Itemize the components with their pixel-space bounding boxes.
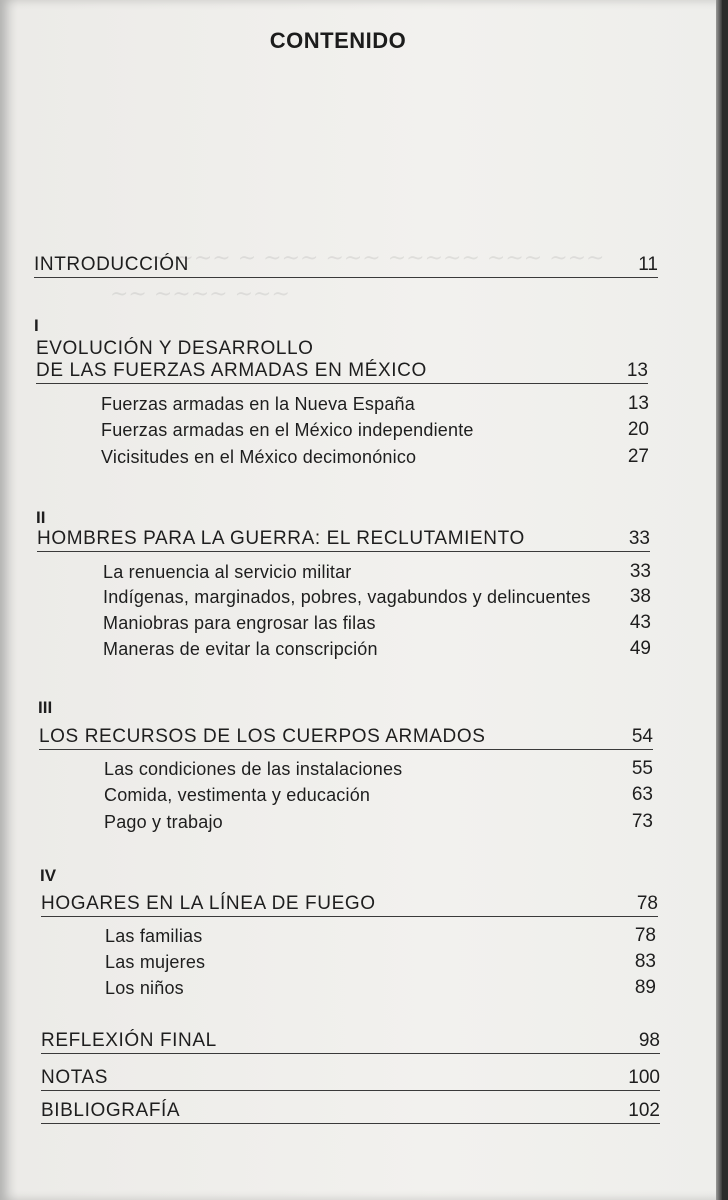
page-title: CONTENIDO xyxy=(269,28,407,53)
show-through-text: ~ ~~~ ~ ~~~ ~~~ ~~~~~ ~~~ ~~~ xyxy=(150,246,605,271)
toc-entry-label: NOTAS xyxy=(41,1067,109,1088)
section-page: 55 xyxy=(631,758,653,779)
chapter-number: II xyxy=(36,508,46,527)
toc-section xyxy=(101,419,649,441)
toc-entry-page: 54 xyxy=(631,726,653,747)
toc-entry-label: BIBLIOGRAFÍA xyxy=(41,1100,181,1121)
toc-section xyxy=(104,758,653,780)
toc-chapter-2 xyxy=(37,528,650,552)
toc-chapter-1 xyxy=(36,360,648,384)
section-label: Fuerzas armadas en el México independiente xyxy=(101,420,474,440)
chapter-title-line: DE LAS FUERZAS ARMADAS EN MÉXICO xyxy=(36,360,427,381)
toc-section xyxy=(101,446,649,468)
toc-entry-page: 11 xyxy=(638,254,658,275)
toc-entry-page: 78 xyxy=(636,893,658,914)
section-page: 38 xyxy=(629,586,651,607)
chapter-number: I xyxy=(34,316,39,335)
toc-section xyxy=(105,951,656,973)
section-label: Las familias xyxy=(105,926,203,946)
section-page: 49 xyxy=(629,638,651,659)
section-label: Las mujeres xyxy=(105,952,206,972)
toc-entry-page: 33 xyxy=(628,528,650,549)
toc-entry-label: INTRODUCCIÓN xyxy=(34,254,189,275)
toc-section xyxy=(104,784,653,806)
toc-entry-page: 98 xyxy=(638,1030,660,1051)
toc-entry-page: 102 xyxy=(628,1100,660,1121)
toc-section xyxy=(103,586,651,608)
toc-section xyxy=(105,977,656,999)
toc-section xyxy=(103,561,651,583)
section-label: La renuencia al servicio militar xyxy=(103,562,352,582)
section-page: 89 xyxy=(634,977,656,998)
section-label: Maniobras para engrosar las filas xyxy=(103,613,376,633)
toc-entry-label: REFLEXIÓN FINAL xyxy=(41,1030,217,1051)
toc-chapter-3 xyxy=(39,726,653,750)
chapter-title: LOS RECURSOS DE LOS CUERPOS ARMADOS xyxy=(39,726,486,747)
chapter-title-line: EVOLUCIÓN Y DESARROLLO xyxy=(36,338,314,359)
chapter-title: HOMBRES PARA LA GUERRA: EL RECLUTAMIENTO xyxy=(37,528,525,549)
section-label: Las condiciones de las instalaciones xyxy=(104,759,403,779)
section-label: Pago y trabajo xyxy=(104,812,223,832)
chapter-number: III xyxy=(38,698,53,717)
section-page: 20 xyxy=(627,419,649,440)
section-page: 73 xyxy=(631,811,653,832)
toc-section xyxy=(101,393,649,415)
section-label: Los niños xyxy=(105,978,184,998)
section-page: 78 xyxy=(634,925,656,946)
section-label: Comida, vestimenta y educación xyxy=(104,785,371,805)
toc-section xyxy=(103,612,651,634)
toc-section xyxy=(103,638,651,660)
chapter-title: HOGARES EN LA LÍNEA DE FUEGO xyxy=(41,893,376,914)
section-label: Maneras de evitar la conscripción xyxy=(103,639,378,659)
section-page: 63 xyxy=(631,784,653,805)
toc-section xyxy=(104,811,653,833)
toc-chapter-4 xyxy=(41,893,658,917)
section-page: 13 xyxy=(627,393,649,414)
page-edge-shadow xyxy=(716,0,722,1200)
section-label: Vicisitudes en el México decimonónico xyxy=(101,447,417,467)
toc-notas xyxy=(41,1067,660,1091)
section-label: Fuerzas armadas en la Nueva España xyxy=(101,394,415,414)
section-page: 43 xyxy=(629,612,651,633)
show-through-text-2: ~~ ~~~~ ~~~ xyxy=(110,282,290,307)
section-label: Indígenas, marginados, pobres, vagabundos y delincuentes xyxy=(103,587,591,607)
toc-intro xyxy=(34,254,658,278)
toc-bibliografia xyxy=(41,1100,660,1124)
section-page: 27 xyxy=(627,446,649,467)
toc-entry-page: 13 xyxy=(626,360,648,381)
section-page: 33 xyxy=(629,561,651,582)
toc-section xyxy=(105,925,656,947)
toc-reflexion-final xyxy=(41,1030,660,1054)
chapter-number: IV xyxy=(40,866,57,885)
toc-entry-page: 100 xyxy=(628,1067,660,1088)
section-page: 83 xyxy=(634,951,656,972)
